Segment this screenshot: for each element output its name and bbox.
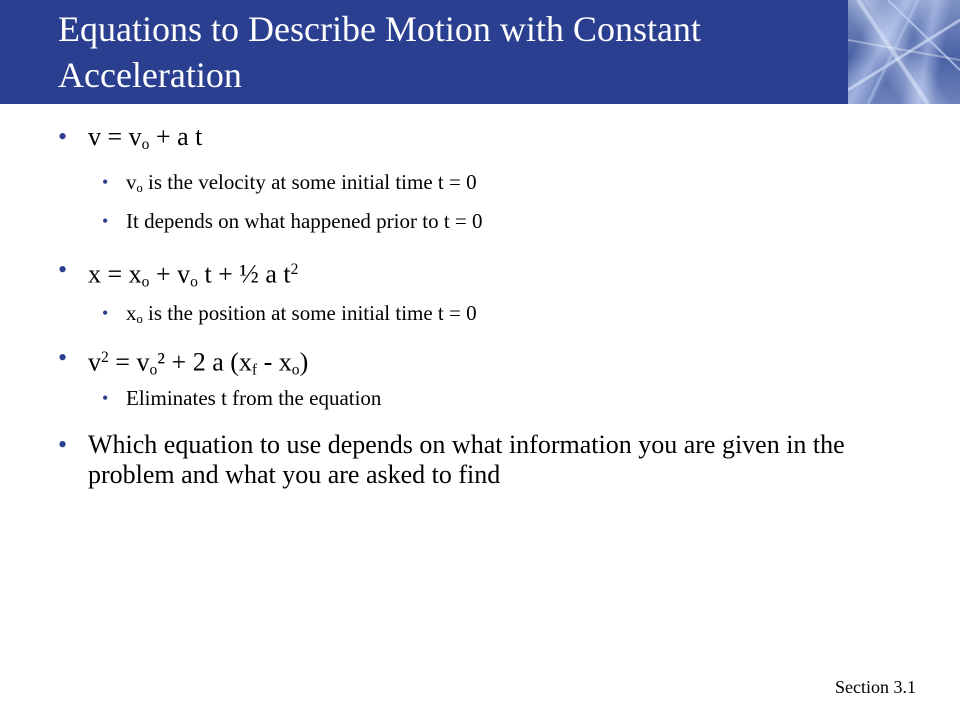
- subscript: o: [291, 361, 300, 379]
- text: Eliminates t from the equation: [126, 386, 382, 410]
- text: ² + 2 a (x: [157, 347, 252, 377]
- section-footer: Section 3.1: [835, 677, 916, 697]
- bullet-position-equation: [0, 255, 930, 297]
- subscript: o: [190, 273, 198, 291]
- text: v: [126, 170, 137, 194]
- superscript: 2: [290, 261, 299, 278]
- subscript: o: [149, 361, 158, 379]
- text: t + ½ a t: [197, 259, 291, 289]
- subscript: f: [251, 361, 258, 379]
- bullet-dot-icon: •: [58, 430, 68, 459]
- bullet-dot-icon: •: [58, 255, 68, 284]
- subscript: o: [141, 135, 150, 153]
- bullet-dot-icon: •: [102, 172, 109, 192]
- text: x: [126, 301, 137, 325]
- text: x = x: [88, 259, 142, 289]
- text: - x: [257, 347, 292, 377]
- sub-bullet-initial-position: [0, 300, 930, 332]
- bullet-velocity-equation: [0, 122, 930, 160]
- text: v: [88, 347, 101, 377]
- bullet-which-equation: [0, 430, 930, 490]
- subscript: o: [136, 181, 143, 196]
- subscript: o: [141, 273, 150, 291]
- sub-bullet-initial-velocity: [0, 169, 930, 201]
- subscript: o: [136, 312, 143, 327]
- text: is the velocity at some initial time t = 0: [142, 170, 477, 194]
- slide-title: Equations to Describe Motion with Constant Acceleration: [58, 9, 701, 95]
- text: + v: [149, 259, 191, 289]
- bullet-dot-icon: •: [102, 211, 109, 231]
- bullet-dot-icon: •: [102, 303, 109, 323]
- text: v = v: [88, 122, 142, 151]
- text: + a t: [149, 122, 203, 151]
- bullet-dot-icon: •: [58, 122, 68, 151]
- sub-bullet-eliminates-t: [0, 385, 930, 411]
- sub-bullet-prior-history: [0, 208, 930, 234]
- text: = v: [108, 347, 150, 377]
- text: Which equation to use depends on what information you are given in the problem and what you are asked to find: [88, 430, 845, 489]
- bullet-velocity-squared-equation: [0, 343, 930, 385]
- text: It depends on what happened prior to t = 0: [126, 209, 483, 233]
- text: is the position at some initial time t = 0: [142, 301, 477, 325]
- bullet-dot-icon: •: [102, 388, 109, 408]
- bullet-dot-icon: •: [58, 343, 68, 372]
- superscript: 2: [101, 349, 109, 366]
- text: ): [299, 347, 309, 377]
